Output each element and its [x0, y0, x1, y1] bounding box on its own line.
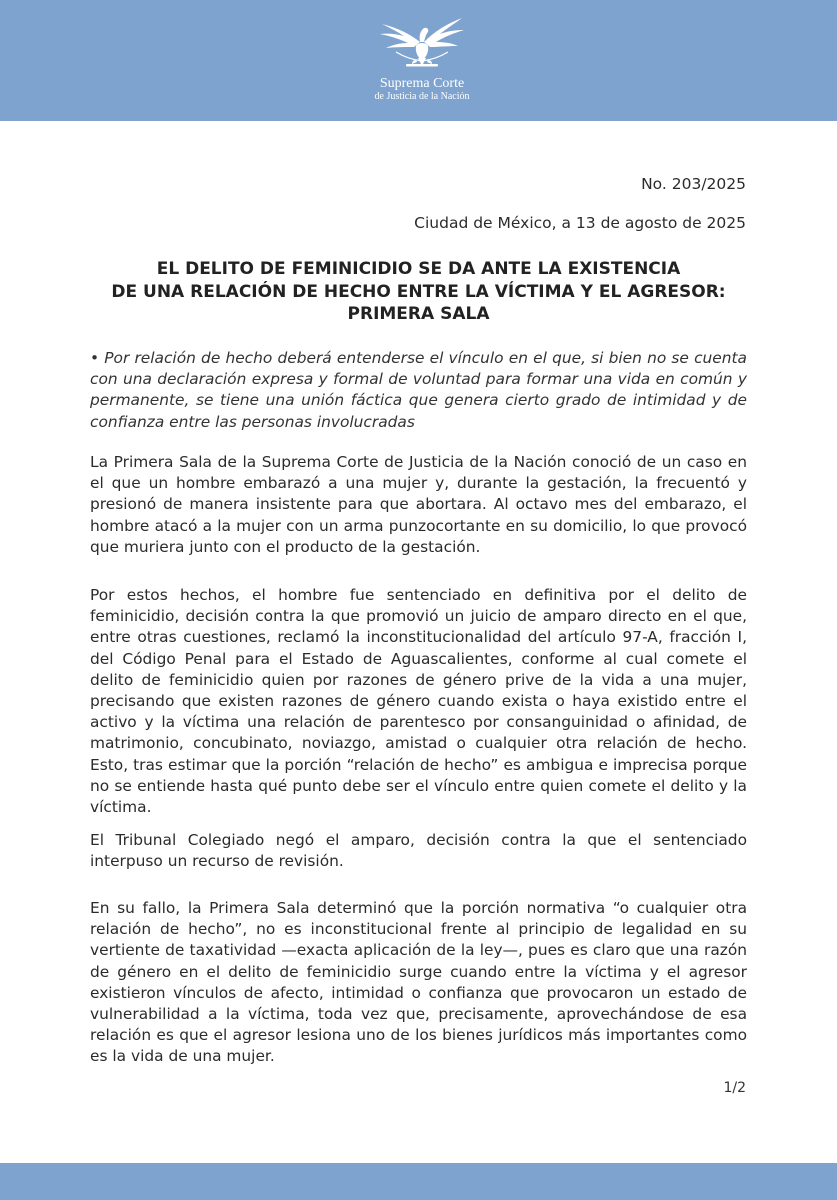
body-paragraph: Por estos hechos, el hombre fue sentenciado en definitiva por el delito de feminicidio, decisión contra la que promovió un juicio de amparo directo en el que, entre otras cuestiones, reclamó la inconstitucionalidad del artículo 97-A, fracción I, del Código Penal para el Estado de Aguascalientes, conforme al cual comete el delito de feminicidio quien por razones de género prive de la vida a una mujer, precisando que existen razones de género cuando exista o haya existido entre el activo y la víctima una relación de parentesco por consanguinidad o afinidad, de matrimonio, concubinato, noviazgo, amistad o cualquier otra relación de hecho. Esto, tras estimar que la porción “relación de hecho” es ambigua e imprecisa porque no se entiende hasta qué punto debe ser el vínculo entre quien comete el delito y la víctima.: [90, 586, 747, 817]
logo-name: Suprema Corte: [379, 76, 465, 91]
body-paragraph: La Primera Sala de la Suprema Corte de Justicia de la Nación conoció de un caso en el que un hombre embarazó a una mujer y, durante la gestación, la frecuentó y presionó de manera insistente para que abortara. Al octavo mes del embarazo, el hombre atacó a la mujer con un arma punzocortante en su domicilio, lo que provocó que muriera junto con el producto de la gestación.: [90, 453, 747, 556]
body-paragraph: El Tribunal Colegiado negó el amparo, decisión contra la que el sentenciado interpuso un recurso de revisión.: [90, 831, 747, 871]
press-release-number: No. 203/2025: [641, 175, 746, 193]
footer-band: [0, 1163, 837, 1200]
headline-line: PRIMERA SALA: [347, 304, 490, 324]
headline-line: DE UNA RELACIÓN DE HECHO ENTRE LA VÍCTIMA Y EL AGRESOR:: [111, 281, 726, 302]
date-line: Ciudad de México, a 13 de agosto de 2025: [414, 214, 746, 232]
body-paragraph: En su fallo, la Primera Sala determinó que la porción normativa “o cualquier otra relación de hecho”, no es inconstitucional frente al principio de legalidad en su vertiente de taxatividad —exacta aplicación de la ley—, pues es claro que una razón de género en el delito de feminicidio surge cuando entre la víctima y el agresor existieron vínculos de afecto, intimidad o confianza que provocaron un estado de vulnerabilidad a la víctima, toda vez que, precisamente, aprovechándose de esa relación es que el agresor lesiona uno de los bienes jurídicos más importantes como es la vida de una mujer.: [90, 899, 747, 1066]
summary-bullet: • Por relación de hecho deberá entenderse el vínculo en el que, si bien no se cuenta con una declaración expresa y formal de voluntad para formar una vida en común y permanente, se tiene una unión fáctica que genera cierto grado de intimidad y de confianza entre las personas involucradas: [90, 349, 747, 431]
headline-line: EL DELITO DE FEMINICIDIO SE DA ANTE LA EXISTENCIA: [156, 259, 681, 279]
headline: [90, 258, 747, 326]
page-indicator: 1/2: [723, 1080, 746, 1096]
header-band: [0, 0, 837, 121]
eagle-emblem-icon: [362, 14, 482, 72]
logo-subtitle: de Justicia de la Nación: [374, 91, 470, 102]
scjn-logo: [362, 14, 482, 109]
